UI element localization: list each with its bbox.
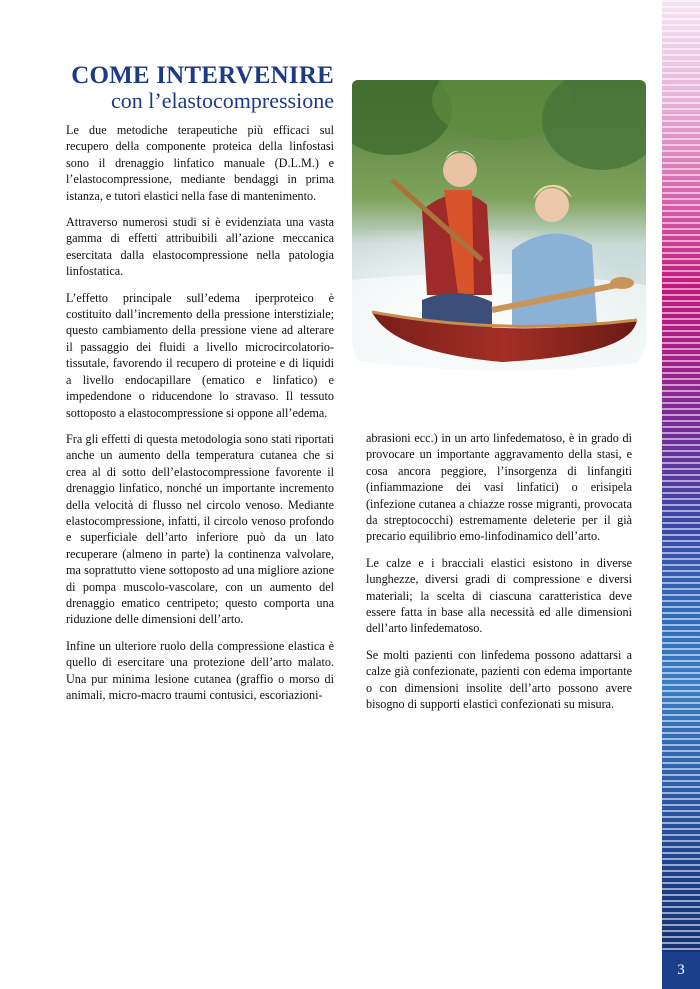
striped-edge-decoration [662, 0, 700, 952]
paragraph: Se molti pazienti con linfedema possono adattarsi a calze già confezionate, pazienti con edema importante o con dimensioni insolite dell’arto possono avere bisogno di supporti elastici confezionati su misura. [366, 647, 632, 712]
paragraph: L’effetto principale sull’edema iperproteico è costituito dall’incremento della pressione interstiziale; questo cambiamento della pressione viene ad alterare il passaggio dei fluidi a livello microcircolatorio-tissutale, favorendo il recupero di proteine e di liquidi a livello endocapillare (ematico e linfatico) e impedendone o riducendone lo stravaso. Il tessuto sottoposto a elastocompressione si oppone all’edema. [66, 290, 334, 420]
title-block [66, 63, 334, 113]
left-text-column [66, 122, 334, 713]
paragraph: abrasioni ecc.) in un arto linfedematoso, è in grado di provocare un importante aggravamento della stasi, e cosa ancora peggiore, l’insorgenza di linfangiti (infiammazione dei vasi linfatici) o erisipela (infezione cutanea a chiazze rosse migranti, provocata da streptococchi) estremamente deleterie per il già precario equilibrio emo-linfodinamico dell’arto. [366, 431, 632, 544]
paragraph: Attraverso numerosi studi si è evidenziata una vasta gamma di effetti attribuibili all’azione meccanica esercitata dalla elastocompressione nella patologia linfostatica. [66, 215, 334, 279]
paragraph: Infine un ulteriore ruolo della compressione elastica è quello di esercitare una protezione dell’arto malato. Una pur minima lesione cutanea (graffio o morso di animali, micro-macro traumi contusici, escoriazioni- [66, 638, 334, 702]
photo-illustration [352, 80, 646, 378]
paragraph: Le calze e i bracciali elastici esistono in diverse lunghezze, diversi gradi di compressione e diversi materiali; la scelta di ciascuna caratteristica deve essere fatta in base alla necessità ed alle dimensioni dell’arto linfedematoso. [366, 555, 632, 636]
paragraph: Fra gli effetti di questa metodologia sono stati riportati anche un aumento della temperatura cutanea che si crea al di sotto dell’elastocompressione favorente il drenaggio linfatico, nonché un importante incremento della velocità di flusso nel circolo venoso. Mediante elastocompressione, infatti, il circolo venoso profondo e superficiale dell’arto inferiore può da un lato recuperare (almeno in parte) la continenza valvolare, ma soprattutto viene sottoposto ad una migliore azione di pompa muscolo-vascolare, con un aumento del drenaggio ematico centripeto; questo comporta una riduzione delle dimensioni dell’arto. [66, 431, 334, 627]
page-number: 3 [662, 952, 700, 989]
page-subtitle: con l’elastocompressione [111, 88, 334, 113]
right-text-column [366, 430, 632, 723]
paragraph: Le due metodiche terapeutiche più efficaci sul recupero della componente proteica della linfostasi sono il drenaggio linfatico manuale (D.L.M.) e l’elastocompressione, mediante bendaggi in prima istanza, e tutori elastici nella fase di mantenimento. [66, 123, 334, 203]
canoe-couple-photo [352, 80, 646, 378]
page-title: COME INTERVENIRE [71, 62, 334, 89]
